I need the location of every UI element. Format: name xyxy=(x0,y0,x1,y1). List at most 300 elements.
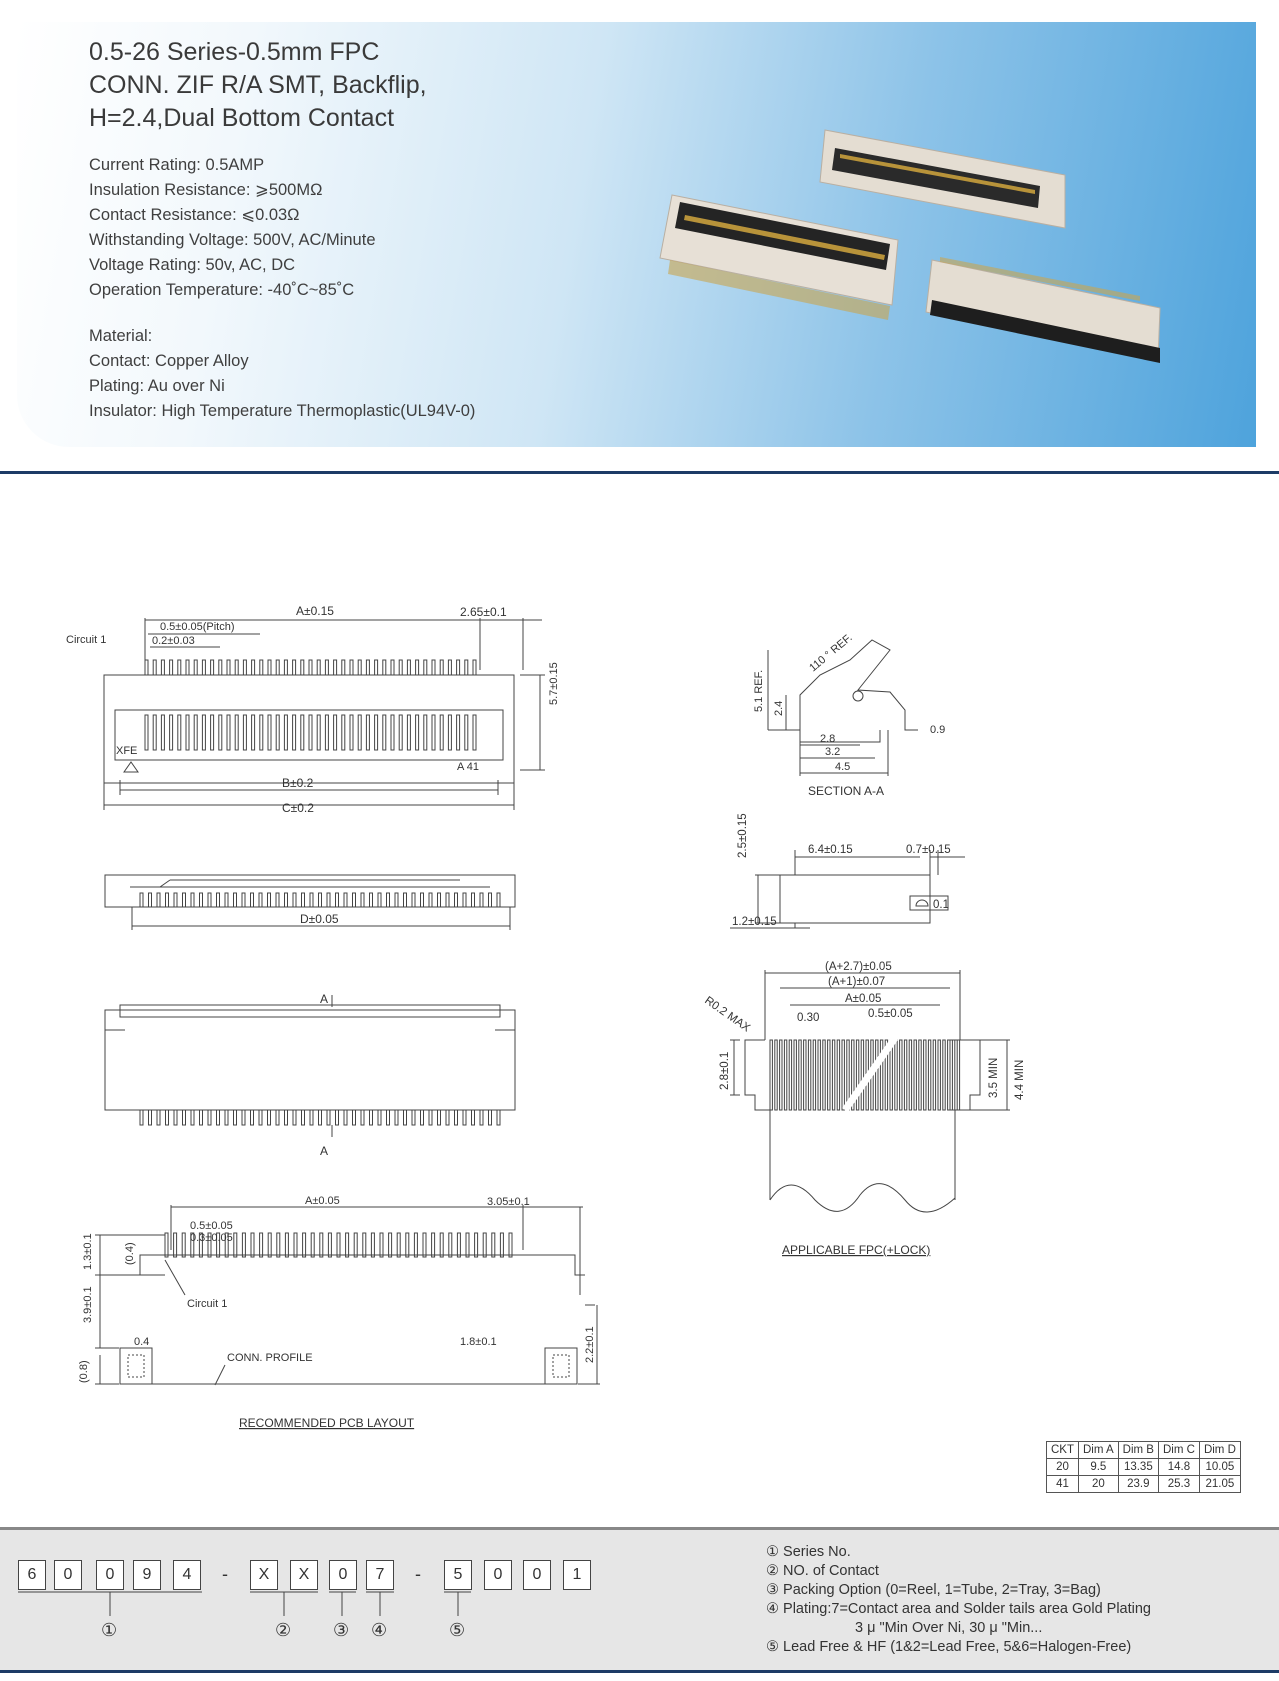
pin xyxy=(895,1040,897,1110)
title-line: 0.5-26 Series-0.5mm FPC xyxy=(89,38,380,66)
fpc-finger-row xyxy=(770,1040,960,1110)
pn-legend-item: ⑤ Lead Free & HF (1&2=Lead Free, 5&6=Halogen-Free) xyxy=(766,1639,1132,1655)
pin xyxy=(161,715,164,750)
pin xyxy=(259,893,262,907)
pin xyxy=(285,893,288,907)
pin xyxy=(416,715,419,750)
pin xyxy=(828,1040,830,1110)
pin xyxy=(383,715,386,750)
pin xyxy=(465,715,468,750)
pin xyxy=(414,1233,417,1257)
spec-voltage: Voltage Rating: 50v, AC, DC xyxy=(89,256,296,274)
pin xyxy=(344,893,347,907)
dim-label: 2.2±0.1 xyxy=(584,1326,596,1363)
pcb-layout-drawing xyxy=(75,1195,615,1435)
pin xyxy=(234,893,237,907)
pin xyxy=(242,1233,245,1257)
pin xyxy=(309,660,312,675)
footer-divider xyxy=(0,1670,1279,1673)
pin xyxy=(370,893,373,907)
pin xyxy=(320,1233,323,1257)
pin xyxy=(242,893,245,907)
dim-label: 2.8±0.1 xyxy=(719,1051,731,1090)
pin xyxy=(268,893,271,907)
pin xyxy=(293,660,296,675)
pn-digit: X xyxy=(290,1560,318,1590)
pin xyxy=(268,1233,271,1257)
table-header-row xyxy=(1047,1442,1241,1459)
dim-label: 1.2±0.15 xyxy=(732,916,777,928)
pin xyxy=(211,715,214,750)
dim-label: A±0.05 xyxy=(305,1195,340,1207)
pin xyxy=(380,1233,383,1257)
dim-label: 0.30 xyxy=(797,1012,820,1024)
dim-label: 2.4 xyxy=(773,700,785,716)
pin xyxy=(342,660,345,675)
dim-label: 0.3±0.05 xyxy=(190,1232,233,1244)
callout-label: CONN. PROFILE xyxy=(227,1352,313,1364)
pin xyxy=(149,893,152,907)
pin xyxy=(837,1040,839,1110)
callout-label: Circuit 1 xyxy=(187,1298,228,1310)
pn-digit: 0 xyxy=(329,1560,357,1590)
pin xyxy=(387,1110,390,1125)
pin xyxy=(404,893,407,907)
spec-withstanding: Withstanding Voltage: 500V, AC/Minute xyxy=(89,231,376,249)
pin xyxy=(919,1040,921,1110)
pn-marker: ④ xyxy=(371,1620,388,1640)
pin xyxy=(276,715,279,750)
pn-legend-item: 3 μ "Min Over Ni, 30 μ "Min... xyxy=(855,1620,1043,1636)
dim-label: 3.2 xyxy=(825,746,841,758)
pin xyxy=(387,893,390,907)
pin xyxy=(284,660,287,675)
pin xyxy=(412,1110,415,1125)
dim-label: 0.4 xyxy=(134,1336,150,1348)
pin xyxy=(378,893,381,907)
pin xyxy=(145,660,148,675)
table-cell: 20 xyxy=(1079,1476,1119,1493)
pin xyxy=(808,1040,810,1110)
pin xyxy=(421,893,424,907)
pin xyxy=(832,1040,834,1110)
pin xyxy=(489,893,492,907)
pin xyxy=(327,1110,330,1125)
table-row xyxy=(1047,1476,1241,1493)
pin xyxy=(463,1110,466,1125)
dim-label: 3.05±0.1 xyxy=(487,1196,530,1208)
pin xyxy=(492,1233,495,1257)
pin xyxy=(780,1040,782,1110)
pin xyxy=(260,660,263,675)
pin xyxy=(818,1040,820,1110)
pn-dash: - xyxy=(415,1564,421,1584)
pin xyxy=(337,1233,340,1257)
pin xyxy=(350,660,353,675)
pn-digit: 6 xyxy=(18,1560,46,1590)
pin xyxy=(353,893,356,907)
title-line: CONN. ZIF R/A SMT, Backflip, xyxy=(89,71,427,99)
pn-digit: 0 xyxy=(484,1560,512,1590)
spec-insulation: Insulation Resistance: ⩾500MΩ xyxy=(89,181,323,199)
callout-label: Circuit 1 xyxy=(66,634,107,646)
pin xyxy=(208,1110,211,1125)
pin xyxy=(933,1040,935,1110)
dim-label: R0.2 MAX xyxy=(702,994,753,1035)
pin xyxy=(317,660,320,675)
pin xyxy=(900,1040,902,1110)
pin xyxy=(421,1110,424,1125)
pin xyxy=(174,1233,177,1257)
pin xyxy=(399,715,402,750)
pn-marker: ② xyxy=(275,1620,292,1640)
product-photo xyxy=(640,120,1200,380)
pin xyxy=(157,1110,160,1125)
spec-current: Current Rating: 0.5AMP xyxy=(89,156,265,174)
pin xyxy=(383,660,386,675)
pn-bracket-lines xyxy=(0,1590,600,1620)
dim-label: 6.4±0.15 xyxy=(808,844,853,856)
pin xyxy=(909,1040,911,1110)
pin xyxy=(268,1110,271,1125)
connector-image xyxy=(660,195,898,320)
pin xyxy=(404,1110,407,1125)
pin xyxy=(293,893,296,907)
pin xyxy=(952,1040,954,1110)
pin xyxy=(194,660,197,675)
pin xyxy=(140,893,143,907)
dim-label: 0.7±0.15 xyxy=(906,844,951,856)
pin xyxy=(354,1233,357,1257)
pin xyxy=(319,1110,322,1125)
pin xyxy=(412,893,415,907)
pin xyxy=(334,660,337,675)
pin xyxy=(157,893,160,907)
dim-label: (A+1)±0.07 xyxy=(828,976,886,988)
title-line: H=2.4,Dual Bottom Contact xyxy=(89,104,395,132)
pin xyxy=(276,893,279,907)
pin xyxy=(285,1233,288,1257)
table-row xyxy=(1047,1459,1241,1476)
pin xyxy=(174,1110,177,1125)
pin xyxy=(227,715,230,750)
table-cell: 20 xyxy=(1047,1459,1079,1476)
table-cell: 23.9 xyxy=(1118,1476,1158,1493)
pin xyxy=(302,893,305,907)
pin xyxy=(465,660,468,675)
pin xyxy=(334,715,337,750)
pin xyxy=(406,1233,409,1257)
pin xyxy=(225,893,228,907)
pn-digit: 4 xyxy=(173,1560,201,1590)
material-plating: Plating: Au over Ni xyxy=(89,377,225,395)
pin xyxy=(361,1110,364,1125)
pin xyxy=(391,660,394,675)
pin xyxy=(475,1233,478,1257)
pin xyxy=(813,1040,815,1110)
pin xyxy=(252,715,255,750)
pn-marker: ① xyxy=(101,1620,118,1640)
spec-temperature: Operation Temperature: -40˚C~85˚C xyxy=(89,281,355,299)
table-cell: 25.3 xyxy=(1158,1476,1199,1493)
pin xyxy=(342,715,345,750)
pn-marker: ⑤ xyxy=(449,1620,466,1640)
pin xyxy=(358,715,361,750)
pin xyxy=(225,1110,228,1125)
pin xyxy=(182,1233,185,1257)
pin xyxy=(799,1040,801,1110)
pin xyxy=(153,715,156,750)
pin xyxy=(473,715,476,750)
pin xyxy=(775,1040,777,1110)
pin-row xyxy=(140,893,500,907)
pn-digit: 1 xyxy=(563,1560,591,1590)
table-header: Dim C xyxy=(1158,1442,1199,1459)
pin xyxy=(178,715,181,750)
pin xyxy=(904,1040,906,1110)
table-cell: 41 xyxy=(1047,1476,1079,1493)
pin xyxy=(166,1110,169,1125)
pin xyxy=(166,893,169,907)
pin xyxy=(268,715,271,750)
pn-legend-item: ④ Plating:7=Contact area and Solder tails area Gold Plating xyxy=(766,1601,1151,1617)
pin xyxy=(449,1233,452,1257)
pin xyxy=(432,1233,435,1257)
pin xyxy=(395,1110,398,1125)
pn-digit: 9 xyxy=(133,1560,161,1590)
table-cell: 13.35 xyxy=(1118,1459,1158,1476)
pin xyxy=(804,1040,806,1110)
pin xyxy=(457,1233,460,1257)
table-cell: 21.05 xyxy=(1199,1476,1240,1493)
dimension-table xyxy=(1046,1441,1241,1493)
pin xyxy=(234,1110,237,1125)
pin xyxy=(457,660,460,675)
pin xyxy=(251,1233,254,1257)
caption: APPLICABLE FPC(+LOCK) xyxy=(782,1243,931,1257)
pin xyxy=(302,1110,305,1125)
marking-label: A 41 xyxy=(457,761,480,773)
pin xyxy=(242,1110,245,1125)
dim-label: C±0.2 xyxy=(282,801,314,815)
dim-label: 0.1 xyxy=(933,899,949,911)
dim-label: 4.5 xyxy=(835,761,851,773)
pin xyxy=(770,1040,772,1110)
pin xyxy=(472,1110,475,1125)
pin xyxy=(784,1040,786,1110)
pin xyxy=(327,893,330,907)
table-cell: 14.8 xyxy=(1158,1459,1199,1476)
pin xyxy=(457,715,460,750)
pin xyxy=(391,715,394,750)
dim-label: (0.8) xyxy=(78,1360,90,1383)
dim-label: 4.4 MIN xyxy=(1014,1059,1026,1100)
pin xyxy=(140,1110,143,1125)
material-heading: Material: xyxy=(89,327,153,345)
dim-label: 1.8±0.1 xyxy=(460,1336,497,1348)
pin xyxy=(183,893,186,907)
marking-label: XFE xyxy=(116,745,138,757)
fpc-drawing xyxy=(702,960,1030,1260)
pin xyxy=(317,715,320,750)
pin xyxy=(794,1040,796,1110)
pin xyxy=(366,660,369,675)
pin xyxy=(489,1110,492,1125)
pin xyxy=(472,893,475,907)
pn-digit: 0 xyxy=(96,1560,124,1590)
pin xyxy=(268,660,271,675)
pin xyxy=(202,715,205,750)
table-cell: 10.05 xyxy=(1199,1459,1240,1476)
pin xyxy=(407,660,410,675)
pin xyxy=(856,1040,858,1110)
dim-label: 110 ° REF. xyxy=(807,631,855,675)
pin xyxy=(509,1233,512,1257)
pin xyxy=(395,893,398,907)
product-title xyxy=(89,36,609,135)
pin xyxy=(194,715,197,750)
pin xyxy=(399,660,402,675)
pin xyxy=(353,1110,356,1125)
dim-label: 2.65±0.1 xyxy=(460,605,507,619)
pin xyxy=(358,660,361,675)
pin xyxy=(366,715,369,750)
section-marker: A xyxy=(320,992,329,1006)
pin xyxy=(446,1110,449,1125)
section-aa-drawing xyxy=(740,630,970,810)
pin xyxy=(876,1040,878,1110)
pin xyxy=(914,1040,916,1110)
pin xyxy=(924,1040,926,1110)
dim-label: A±0.15 xyxy=(296,604,334,618)
pin xyxy=(483,1233,486,1257)
pin xyxy=(310,1110,313,1125)
pin xyxy=(301,715,304,750)
pin xyxy=(480,893,483,907)
connector-image xyxy=(926,257,1160,363)
front-view-drawing xyxy=(100,865,560,945)
pin xyxy=(284,715,287,750)
pin xyxy=(153,660,156,675)
dim-label: A±0.05 xyxy=(845,993,882,1005)
caption: SECTION A-A xyxy=(808,784,885,798)
pin xyxy=(234,1233,237,1257)
pin-row xyxy=(145,660,476,750)
pin xyxy=(235,660,238,675)
pin xyxy=(311,1233,314,1257)
pin xyxy=(350,715,353,750)
pn-legend-item: ① Series No. xyxy=(766,1544,851,1560)
pin-row xyxy=(140,1110,500,1125)
pin xyxy=(186,715,189,750)
pin xyxy=(277,1233,280,1257)
pin xyxy=(191,1110,194,1125)
pin xyxy=(211,660,214,675)
pin xyxy=(440,715,443,750)
pn-digit: X xyxy=(250,1560,278,1590)
pin xyxy=(178,660,181,675)
pn-legend-item: ② NO. of Contact xyxy=(766,1563,879,1579)
dim-label: 0.2±0.03 xyxy=(152,635,195,647)
pin xyxy=(943,1040,945,1110)
pin xyxy=(363,1233,366,1257)
pin xyxy=(473,660,476,675)
pin xyxy=(325,715,328,750)
pin xyxy=(328,1233,331,1257)
pin xyxy=(325,660,328,675)
table-header: Dim D xyxy=(1199,1442,1240,1459)
pin xyxy=(191,893,194,907)
pin xyxy=(789,1040,791,1110)
pin xyxy=(251,1110,254,1125)
pin xyxy=(448,660,451,675)
dim-label: 3.5 MIN xyxy=(988,1057,1000,1098)
pin xyxy=(429,1110,432,1125)
side-view-drawing xyxy=(720,800,970,940)
dim-label: 0.5±0.05(Pitch) xyxy=(160,621,235,633)
pin xyxy=(243,660,246,675)
pin xyxy=(259,1110,262,1125)
dim-label: 0.9 xyxy=(930,724,946,736)
pin xyxy=(252,660,255,675)
pin xyxy=(276,660,279,675)
pin xyxy=(301,660,304,675)
pin xyxy=(370,1110,373,1125)
pin xyxy=(161,660,164,675)
pn-digit: 5 xyxy=(444,1560,472,1590)
pin xyxy=(145,715,148,750)
pin xyxy=(336,893,339,907)
table-header: Dim B xyxy=(1118,1442,1158,1459)
pin xyxy=(200,1110,203,1125)
pin xyxy=(455,893,458,907)
pin xyxy=(276,1110,279,1125)
pin xyxy=(389,1233,392,1257)
pin xyxy=(432,715,435,750)
pin xyxy=(310,893,313,907)
pin xyxy=(455,1110,458,1125)
pin xyxy=(303,1233,306,1257)
pin xyxy=(149,1110,152,1125)
pin xyxy=(235,715,238,750)
dim-label: (A+2.7)±0.05 xyxy=(825,961,892,973)
pin xyxy=(293,715,296,750)
pin xyxy=(424,660,427,675)
pin xyxy=(200,893,203,907)
pn-dash: - xyxy=(222,1564,228,1584)
pin xyxy=(375,660,378,675)
pin xyxy=(429,893,432,907)
pin xyxy=(174,893,177,907)
pin xyxy=(466,1233,469,1257)
pin xyxy=(440,1233,443,1257)
material-contact: Contact: Copper Alloy xyxy=(89,352,249,370)
section-divider xyxy=(0,471,1279,474)
pin xyxy=(285,1110,288,1125)
pin xyxy=(500,1233,503,1257)
pin xyxy=(219,715,222,750)
pin xyxy=(378,1110,381,1125)
dim-label: 1.3±0.1 xyxy=(82,1233,94,1270)
spec-contact-res: Contact Resistance: ⩽0.03Ω xyxy=(89,206,300,224)
pin xyxy=(294,1233,297,1257)
pin xyxy=(217,1110,220,1125)
pin xyxy=(842,1040,844,1110)
pin xyxy=(260,715,263,750)
pin xyxy=(165,1233,168,1257)
pin xyxy=(448,715,451,750)
pin xyxy=(424,715,427,750)
